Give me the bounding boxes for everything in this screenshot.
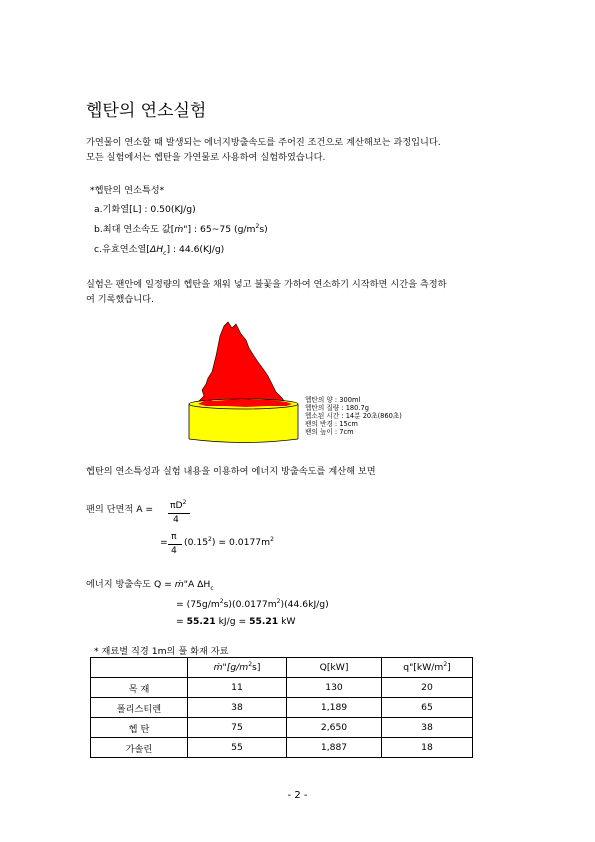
page-title: 헵탄의 연소실험 — [86, 101, 207, 121]
energy-line-2: = $(75g/m^2s)(0.0177m^2)(44.6kJ/g)$ — [176, 597, 329, 610]
area-denominator: 4 — [173, 514, 179, 525]
flame-pan-illustration — [186, 318, 301, 448]
row-burning-rate: 11 — [188, 678, 287, 698]
area-pi-2: π — [171, 531, 177, 542]
area-label: 팬의 단면적 A = — [86, 504, 154, 515]
row-heat-flux: 18 — [382, 738, 473, 758]
table-caption: * 재료별 직경 1m의 풀 화재 자료 — [94, 646, 229, 657]
row-burning-rate: 55 — [188, 738, 287, 758]
area-denominator-2: 4 — [171, 545, 177, 556]
row-q: 1,189 — [287, 698, 382, 718]
row-heat-flux: 65 — [382, 698, 473, 718]
energy-line-3: = 55.21 kJ/g = 55.21 kW — [176, 616, 296, 627]
area-eq-sign: = — [160, 537, 168, 548]
fire-data-table — [90, 657, 473, 758]
prop-c: c.유효연소열$[\Delta H_c]$ : 44.6(KJ/g) — [94, 244, 225, 257]
intro-line-2: 모든 실험에서는 헵탄을 가연물로 사용하여 실험하였습니다. — [86, 152, 326, 163]
area-numerator: $\pi D^2$ — [170, 498, 187, 511]
row-burning-rate: 38 — [188, 698, 287, 718]
props-heading: *헵탄의 연소특성* — [90, 185, 165, 196]
prop-a: a.기화열[L] : 0.50(KJ/g) — [94, 204, 196, 215]
row-q: 2,650 — [287, 718, 382, 738]
calc-intro: 헵탄의 연소특성과 실험 내용을 이용하여 에너지 방출속도를 계산해 보면 — [86, 466, 376, 477]
header-q: Q[kW] — [287, 658, 382, 678]
row-q: 130 — [287, 678, 382, 698]
table-header-row — [91, 658, 473, 678]
area-result: $(0.15^2) = 0.0177m^2$ — [184, 535, 274, 548]
page-number: - 2 - — [287, 790, 308, 801]
row-material: 폴리스티렌 — [91, 698, 188, 718]
exp-desc-line-1: 실험은 팬안에 일정량의 헵탄을 채워 넣고 불꽃을 가하여 연소하기 시작하면 시간을 측정하 — [86, 279, 447, 290]
prop-b: b.최대 연소속도 값[ṁ"] : 65~75 $(g/m^2s)$ — [94, 222, 268, 235]
row-q: 1,887 — [287, 738, 382, 758]
header-empty — [91, 658, 188, 678]
flame-shape — [196, 322, 292, 411]
exp-desc-line-2: 여 기록했습니다. — [86, 294, 154, 305]
table-row — [91, 698, 473, 718]
row-material: 가솔린 — [91, 738, 188, 758]
figure-caption: 헵탄의 양 : 300ml 헵탄의 질량 : 180.7g 헵소된 시간 : 14분 20초(860초) 팬의 반경 : 15cm 팬의 높이 : 7cm — [305, 396, 402, 436]
row-heat-flux: 20 — [382, 678, 473, 698]
row-material: 목 재 — [91, 678, 188, 698]
row-material: 헵 탄 — [91, 718, 188, 738]
table-row — [91, 678, 473, 698]
energy-label: 에너지 방출속도 Q = ṁ"A $\Delta H_c$ — [86, 579, 214, 592]
header-burning-rate: $ṁ"[g/m^2s]$ — [188, 658, 287, 678]
row-heat-flux: 38 — [382, 718, 473, 738]
area-fraction-bar — [168, 513, 190, 514]
table-row — [91, 738, 473, 758]
row-burning-rate: 75 — [188, 718, 287, 738]
header-heat-flux: $q"[kW/m^2]$ — [382, 658, 473, 678]
intro-line-1: 가연물이 연소할 때 발생되는 에너지방출속도를 주어진 조건으로 계산해보는 과정입니다. — [86, 137, 441, 148]
table-row — [91, 718, 473, 738]
